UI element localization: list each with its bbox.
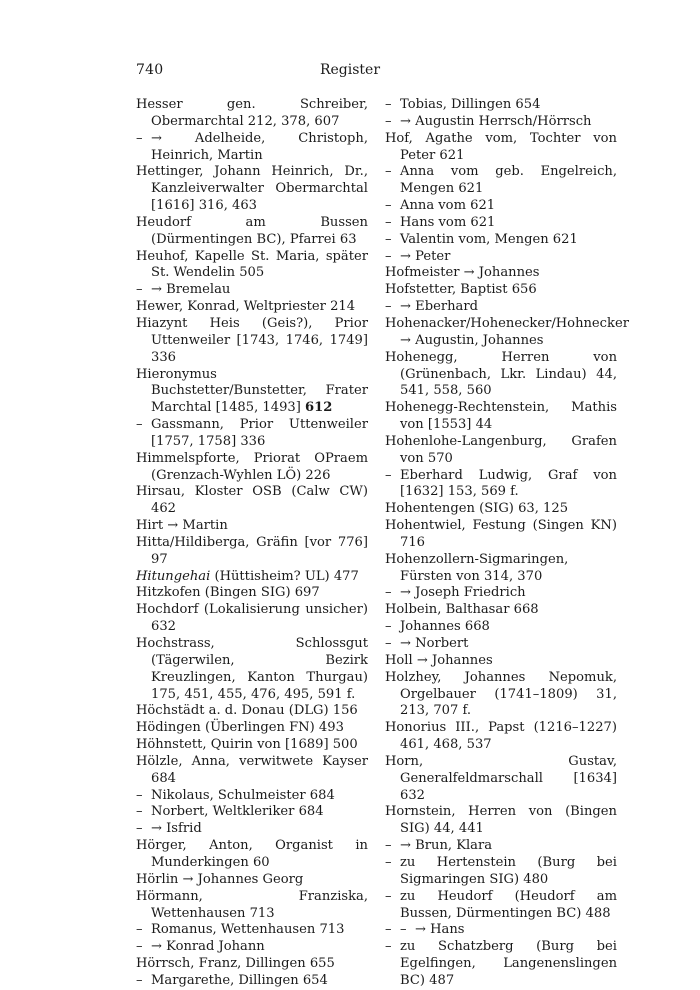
subentry-dash: – bbox=[136, 804, 143, 820]
entry-text: Hohentwiel, Festung (Singen KN) 716 bbox=[385, 518, 617, 550]
subentry-dash: – bbox=[136, 417, 143, 433]
index-column-right bbox=[385, 97, 629, 990]
entry-text: zu Schatzberg (Burg bei Egelfingen, Langenenslingen BC) 487 bbox=[400, 939, 617, 988]
entry-text: → Augustin Herrsch/Hörrsch bbox=[400, 113, 592, 129]
entry-text: Hochstrass, Schlossgut (Tägerwilen, Bezirk Kreuzlingen, Kanton Thurgau) 175, 451, 455, 476, 495, 591 f. bbox=[136, 636, 368, 702]
index-entry bbox=[385, 602, 617, 619]
index-subentry bbox=[385, 889, 617, 923]
subentry-dash: – bbox=[385, 636, 392, 651]
entry-text: Anna vom 621 bbox=[400, 198, 496, 214]
index-entry bbox=[136, 872, 368, 889]
index-subentry bbox=[385, 855, 617, 889]
subentry-dash: – bbox=[136, 821, 143, 837]
index-entry bbox=[385, 501, 617, 518]
index-entry bbox=[136, 585, 368, 602]
entry-text: Hieronymus Buchstetter/Bunstetter, Frater Marchtal [1485, 1493] bbox=[136, 366, 368, 416]
subentry-dash: – bbox=[136, 939, 143, 955]
index-entry bbox=[385, 131, 617, 165]
entry-text: Hohenegg-Rechtenstein, Mathis von [1553] 44 bbox=[385, 400, 617, 433]
index-subentry bbox=[385, 299, 617, 316]
entry-text: Anna vom geb. Engelreich, Mengen 621 bbox=[400, 164, 617, 197]
entry-text: Norbert, Weltkleriker 684 bbox=[151, 804, 324, 820]
index-entry bbox=[136, 569, 368, 586]
index-subentry bbox=[136, 282, 368, 299]
entry-text: Hofmeister → Johannes bbox=[385, 265, 540, 281]
entry-text: Hohenzollern-Sigmaringen, Fürsten von 314, 370 bbox=[385, 551, 569, 584]
index-entry bbox=[136, 720, 368, 737]
entry-text: Höhnstett, Quirin von [1689] 500 bbox=[136, 737, 358, 753]
index-subentry bbox=[136, 939, 368, 956]
entry-text: Hiazynt Heis (Geis?), Prior Uttenweiler [1743, 1746, 1749] 336 bbox=[136, 315, 368, 365]
index-entry bbox=[136, 535, 368, 569]
entry-text: Holbein, Balthasar 668 bbox=[385, 602, 539, 618]
entry-text: → Bremelau bbox=[151, 282, 231, 298]
index-subentry bbox=[385, 838, 617, 855]
entry-bold-page: 612 bbox=[305, 400, 333, 416]
subentry-dash: – bbox=[385, 467, 392, 483]
index-subentry bbox=[385, 468, 617, 502]
entry-text: Hohentengen (SIG) 63, 125 bbox=[385, 501, 569, 517]
entry-text: Hohenacker/Hohenecker/Hohnecker → Augustin, Johannes bbox=[385, 315, 629, 348]
index-subentry bbox=[136, 788, 368, 805]
entry-text: Johannes 668 bbox=[400, 619, 490, 635]
entry-text: Hornstein, Herren von (Bingen SIG) 44, 441 bbox=[385, 804, 617, 837]
subentry-dash: – bbox=[385, 854, 392, 870]
subentry-dash: – bbox=[136, 922, 143, 938]
entry-text: Hörrsch, Franz, Dillingen 655 bbox=[136, 956, 335, 972]
index-entry bbox=[136, 367, 368, 418]
index-entry bbox=[136, 889, 368, 923]
entry-text: Höchstädt a. d. Donau (DLG) 156 bbox=[136, 703, 358, 719]
subentry-dash: – bbox=[385, 164, 392, 180]
entry-text: Horn, Gustav, Generalfeldmarschall [1634] 632 bbox=[385, 753, 617, 803]
index-entry bbox=[136, 636, 368, 703]
entry-text: → Adelheide, Christoph, Heinrich, Martin bbox=[151, 130, 368, 163]
subentry-dash: – bbox=[136, 972, 143, 988]
entry-text: Heuhof, Kapelle St. Maria, später St. Wendelin 505 bbox=[136, 248, 368, 281]
entry-text: Hirsau, Kloster OSB (Calw CW) 462 bbox=[136, 484, 368, 517]
entry-text: → Norbert bbox=[400, 636, 469, 651]
index-subentry bbox=[385, 922, 617, 939]
entry-text: Hirt → Martin bbox=[136, 518, 228, 534]
entry-text: zu Heudorf (Heudorf am Bussen, Dürmentingen BC) 488 bbox=[400, 888, 617, 921]
index-subentry bbox=[136, 922, 368, 939]
running-head: Register bbox=[319, 62, 381, 78]
index-entry bbox=[136, 703, 368, 720]
entry-text: Hohenegg, Herren von (Grünenbach, Lkr. Lindau) 44, 541, 558, 560 bbox=[385, 349, 617, 399]
subentry-dash: – bbox=[385, 585, 392, 601]
entry-text: → Joseph Friedrich bbox=[400, 585, 526, 601]
entry-text: Hettinger, Johann Heinrich, Dr., Kanzleiverwalter Obermarchtal [1616] 316, 463 bbox=[136, 164, 368, 214]
index-subentry bbox=[385, 636, 617, 653]
entry-text: Tobias, Dillingen 654 bbox=[400, 97, 541, 112]
index-entry bbox=[136, 838, 368, 872]
index-entry bbox=[136, 299, 368, 316]
index-entry bbox=[136, 97, 368, 131]
entry-text: Gassmann, Prior Uttenweiler [1757, 1758] 336 bbox=[151, 417, 368, 449]
index-entry bbox=[136, 249, 368, 283]
entry-text: Himmelspforte, Priorat OPraem (Grenzach-Wyhlen LÖ) 226 bbox=[136, 450, 368, 483]
index-entry bbox=[136, 164, 368, 215]
entry-text: Hitzkofen (Bingen SIG) 697 bbox=[136, 585, 320, 601]
entry-text: Hödingen (Überlingen FN) 493 bbox=[136, 720, 344, 736]
entry-text: Hohenlohe-Langenburg, Grafen von 570 bbox=[385, 433, 617, 466]
subentry-dash: – bbox=[385, 939, 392, 955]
entry-text: → Eberhard bbox=[400, 299, 478, 315]
entry-text: (Hüttisheim? UL) 477 bbox=[210, 568, 359, 584]
index-subentry bbox=[385, 249, 617, 266]
subentry-dash: – bbox=[385, 113, 392, 129]
entry-text: Heudorf am Bussen (Dürmentingen BC), Pfarrei 63 bbox=[136, 214, 368, 247]
subentry-dash: – bbox=[385, 231, 392, 247]
index-entry bbox=[136, 754, 368, 788]
subentry-dash: – bbox=[136, 130, 143, 146]
entry-text: Romanus, Wettenhausen 713 bbox=[151, 922, 345, 938]
subentry-dash: – bbox=[385, 922, 392, 938]
entry-text: → Konrad Johann bbox=[151, 939, 265, 955]
entry-text: Margarethe, Dillingen 654 bbox=[151, 972, 328, 988]
index-entry bbox=[385, 804, 617, 838]
entry-text: Honorius III., Papst (1216–1227) 461, 468, 537 bbox=[385, 720, 617, 753]
index-entry bbox=[136, 956, 368, 973]
entry-text: Hofstetter, Baptist 656 bbox=[385, 282, 537, 298]
entry-text: Eberhard Ludwig, Graf von [1632] 153, 569 f. bbox=[400, 467, 617, 500]
subentry-dash: – bbox=[385, 299, 392, 315]
subentry-dash: – bbox=[385, 619, 392, 635]
entry-text: Hörger, Anton, Organist in Munderkingen 60 bbox=[136, 838, 368, 870]
index-subentry bbox=[385, 114, 617, 131]
index-entry bbox=[385, 754, 617, 805]
index-entry bbox=[385, 518, 617, 552]
entry-text: Hörlin → Johannes Georg bbox=[136, 871, 304, 887]
index-column-left bbox=[136, 97, 368, 990]
index-subentry bbox=[136, 131, 368, 165]
entry-text: → Isfrid bbox=[151, 821, 202, 837]
index-subentry bbox=[136, 821, 368, 838]
index-entry bbox=[136, 518, 368, 535]
entry-text: Holzhey, Johannes Nepomuk, Orgelbauer (1741–1809) 31, 213, 707 f. bbox=[385, 669, 617, 719]
index-entry bbox=[136, 484, 368, 518]
entry-text: → Brun, Klara bbox=[400, 838, 493, 854]
index-subentry bbox=[385, 198, 617, 215]
index-subentry bbox=[385, 232, 617, 249]
index-subentry bbox=[136, 804, 368, 821]
subentry-dash: – bbox=[385, 838, 392, 854]
index-entry bbox=[136, 316, 368, 367]
index-entry bbox=[136, 737, 368, 754]
index-entry bbox=[136, 602, 368, 636]
index-entry bbox=[385, 552, 617, 586]
entry-text: Holl → Johannes bbox=[385, 652, 493, 668]
index-entry bbox=[385, 720, 617, 754]
entry-text: Valentin vom, Mengen 621 bbox=[400, 231, 578, 247]
index-entry bbox=[385, 282, 617, 299]
entry-text: → Hans bbox=[415, 922, 465, 938]
index-subentry bbox=[385, 619, 617, 636]
entry-text: Hesser gen. Schreiber, Obermarchtal 212, 378, 607 bbox=[136, 97, 368, 129]
index-entry bbox=[385, 315, 629, 350]
subentry-dash: – bbox=[385, 214, 392, 230]
entry-text: → Peter bbox=[400, 248, 451, 264]
index-entry bbox=[385, 265, 617, 282]
entry-text: zu Hertenstein (Burg bei Sigmaringen SIG) 480 bbox=[400, 854, 617, 887]
entry-text: Hörmann, Franziska, Wettenhausen 713 bbox=[136, 888, 368, 921]
index-subentry bbox=[136, 973, 368, 990]
entry-text: Nikolaus, Schulmeister 684 bbox=[151, 787, 335, 803]
index-subentry bbox=[385, 939, 617, 990]
subentry-dash: – bbox=[400, 922, 407, 938]
subentry-dash: – bbox=[385, 198, 392, 214]
index-entry bbox=[385, 653, 617, 670]
entry-text: Hewer, Konrad, Weltpriester 214 bbox=[136, 299, 356, 315]
subentry-dash: – bbox=[136, 282, 143, 298]
index-entry bbox=[385, 350, 617, 401]
index-subentry bbox=[385, 97, 617, 114]
subentry-dash: – bbox=[385, 97, 392, 112]
index-entry bbox=[136, 451, 368, 485]
entry-italic-term: Hitungehai bbox=[136, 568, 211, 584]
entry-text: Hof, Agathe vom, Tochter von Peter 621 bbox=[385, 130, 617, 163]
index-subentry bbox=[385, 585, 617, 602]
entry-text: Hölzle, Anna, verwitwete Kayser 684 bbox=[136, 753, 368, 786]
subentry-dash: – bbox=[385, 248, 392, 264]
entry-text: Hochdorf (Lokalisierung unsicher) 632 bbox=[136, 602, 368, 635]
index-entry bbox=[385, 670, 617, 721]
index-entry bbox=[136, 215, 368, 249]
index-subentry bbox=[385, 215, 617, 232]
index-entry bbox=[385, 434, 617, 468]
subentry-dash: – bbox=[136, 787, 143, 803]
index-subentry bbox=[385, 164, 617, 198]
index-subentry bbox=[136, 417, 368, 451]
page-number: 740 bbox=[136, 62, 164, 78]
index-entry bbox=[385, 400, 617, 434]
entry-text: Hans vom 621 bbox=[400, 214, 496, 230]
entry-text: Hitta/Hildiberga, Gräfin [vor 776] 97 bbox=[136, 534, 368, 567]
subentry-dash: – bbox=[385, 888, 392, 904]
